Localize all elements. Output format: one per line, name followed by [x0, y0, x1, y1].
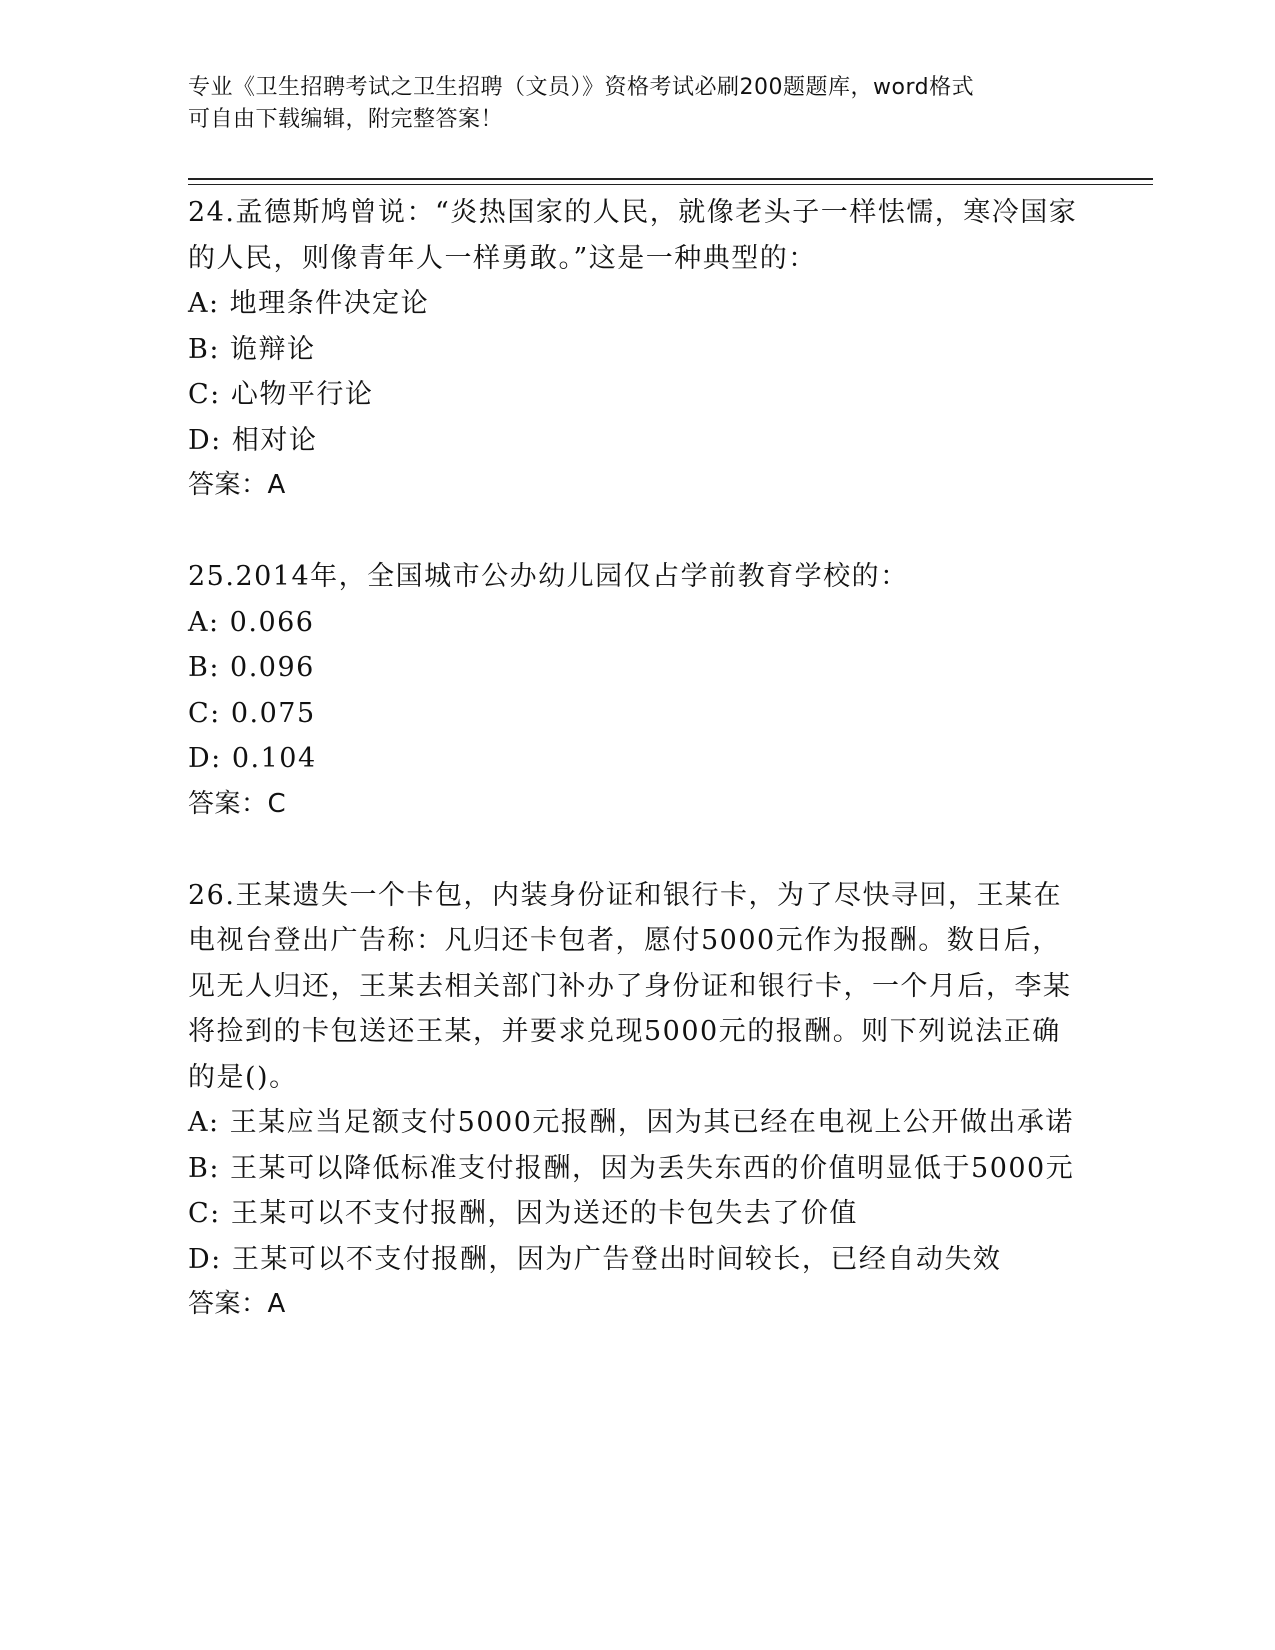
option-b: B: 诡辩论 — [188, 333, 316, 365]
option-a: A: 0.066 — [188, 606, 315, 638]
question-stem: 26.王某遗失一个卡包，内装身份证和银行卡，为了尽快寻回，王某在电视台登出广告称：凡归还卡包者，愿付5000元作为报酬。数日后，见无人归还，王某去相关部门补办了身份证和银行卡，一个月后，李某将捡到的卡包送还王某，并要求兑现5000元的报酬。则下列说法正确的是()。 — [188, 879, 1072, 1093]
document-header — [188, 72, 1068, 136]
header-divider-thick — [188, 178, 1153, 180]
question-list — [188, 190, 1078, 1328]
option-a: A: 地理条件决定论 — [188, 288, 430, 319]
spacer — [188, 509, 1078, 555]
question-26 — [188, 873, 1078, 1328]
option-c: C: 心物平行论 — [188, 379, 374, 410]
option-b: B: 0.096 — [188, 652, 315, 683]
question-25 — [188, 554, 1078, 827]
option-b: B: 王某可以降低标准支付报酬，因为丢失东西的价值明显低于5000元 — [188, 1152, 1075, 1184]
answer: 答案：A — [188, 470, 286, 500]
option-a: A: 王某应当足额支付5000元报酬，因为其已经在电视上公开做出承诺 — [188, 1107, 1074, 1138]
answer: 答案：A — [188, 1289, 286, 1319]
option-d: D: 王某可以不支付报酬，因为广告登出时间较长，已经自动失效 — [188, 1243, 1002, 1275]
header-line-1: 专业《卫生招聘考试之卫生招聘（文员）》资格考试必刷200题题库，word格式 — [188, 75, 975, 100]
header-divider-thin — [188, 184, 1153, 185]
spacer — [188, 827, 1078, 873]
option-d: D: 相对论 — [188, 424, 318, 456]
option-c: C: 0.075 — [188, 697, 316, 729]
question-stem: 24.孟德斯鸠曾说：“炎热国家的人民，就像老头子一样怯懦，寒冷国家的人民，则像青年人一样勇敢。”这是一种典型的： — [188, 197, 1078, 274]
answer: 答案：C — [188, 788, 287, 819]
question-stem: 25.2014年，全国城市公办幼儿园仅占学前教育学校的： — [188, 561, 909, 592]
question-24 — [188, 190, 1078, 509]
option-d: D: 0.104 — [188, 743, 317, 774]
header-line-2: 可自由下载编辑，附完整答案！ — [188, 107, 504, 132]
option-c: C: 王某可以不支付报酬，因为送还的卡包失去了价值 — [188, 1198, 858, 1229]
